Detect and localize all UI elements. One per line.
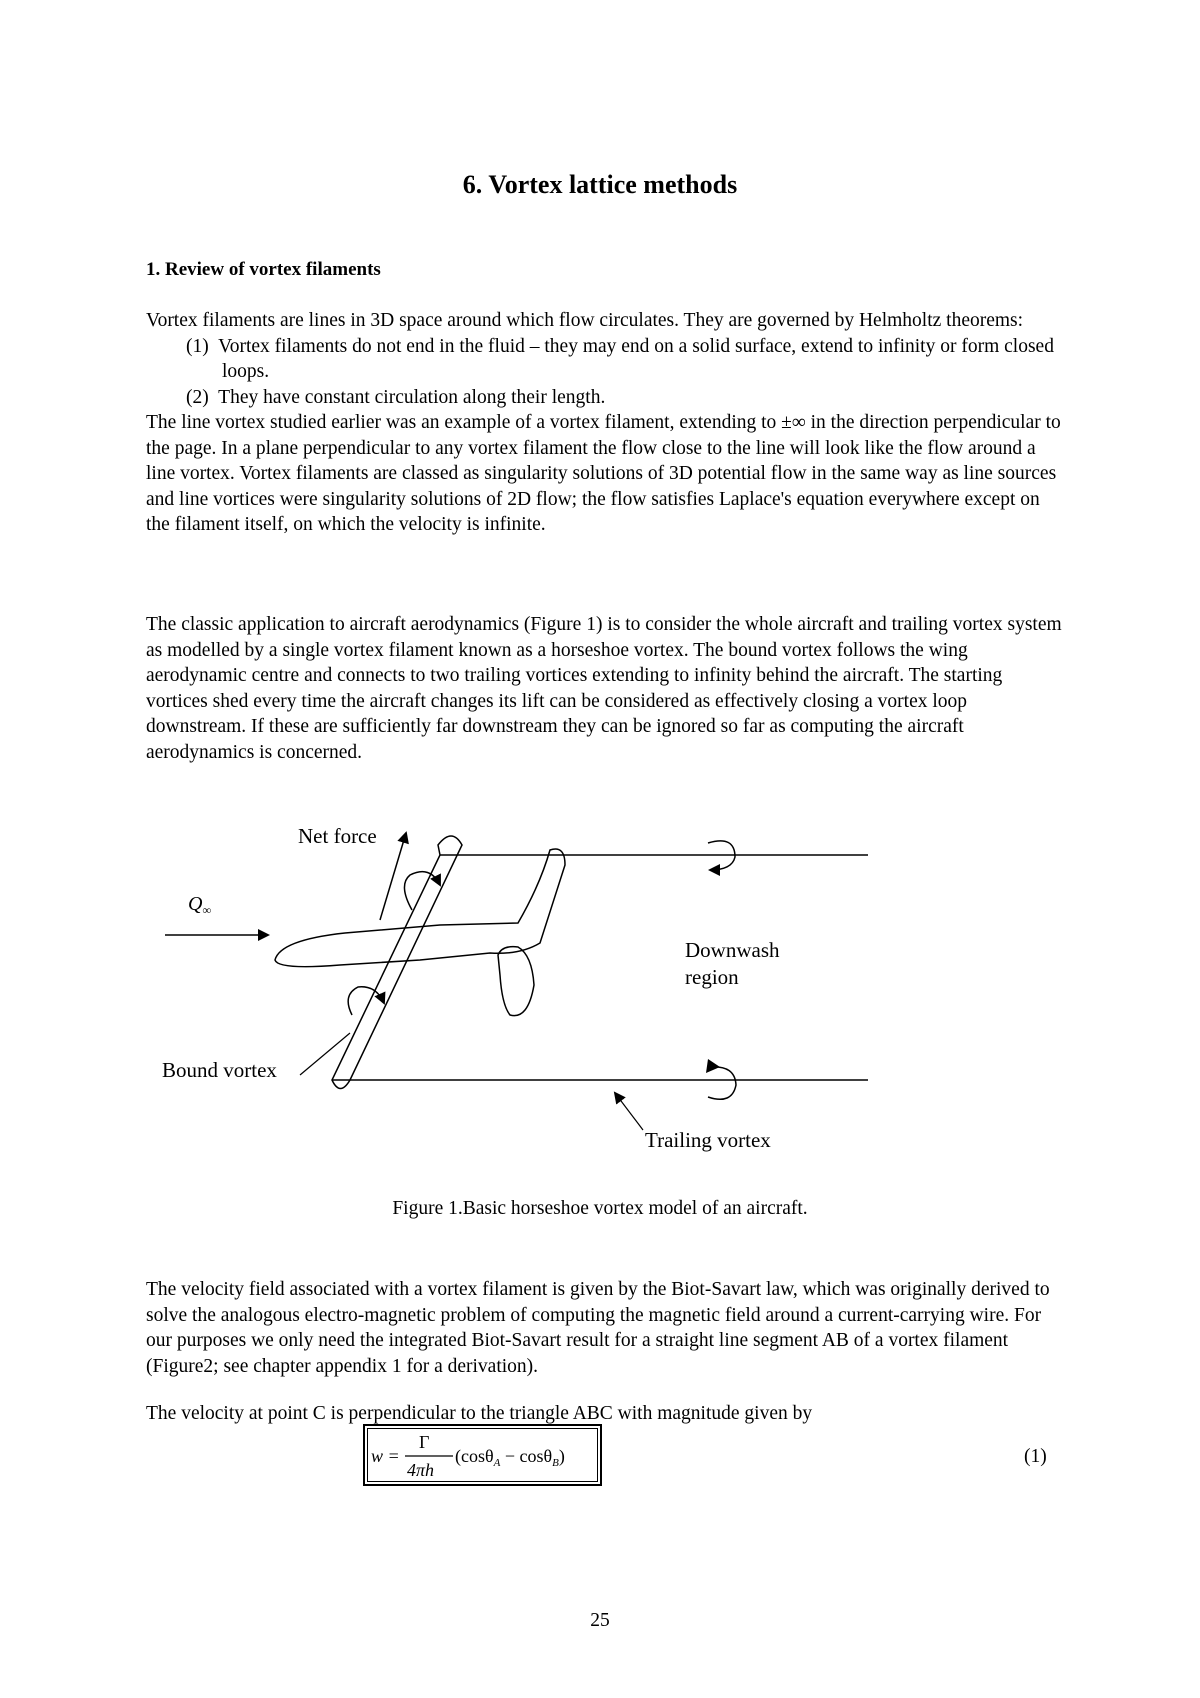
equation-number: (1) [1024,1446,1047,1467]
circulation-loop-lower [348,987,384,1015]
theorem-text: Vortex filaments do not end in the fluid – they may end on a solid surface, extend to infinity or form closed loops. [218,335,1054,382]
velocity-paragraph: The velocity at point C is perpendicular to the triangle ABC with magnitude given by [146,1403,813,1424]
bound-vortex-leader [300,1033,350,1075]
equation-rhs-open: (cosθ [455,1446,494,1466]
equation-denominator: 4πh [407,1460,435,1480]
line-vortex-paragraph: The line vortex studied earlier was an example of a vortex filament, extending to ±∞ in the direction perpendicular to the page. In a plane perpendicular to any vortex filament the flow close to the line will look like the flow around a line vortex. Vortex filaments are classed as singularity solutions of 3D potential flow in the same way as line sources and line vortices were singularity solutions of 2D flow; the flow satisfies Laplace's equation everywhere except on the filament itself, on which the velocity is infinite. [146,412,1061,535]
theorem-number: (2) [186,386,209,408]
aircraft-tail [498,947,534,1016]
page-number: 25 [590,1610,610,1631]
equation-close: ) [558,1446,565,1466]
label-trailing-vortex: Trailing vortex [645,1128,771,1152]
equation-rhs [455,1446,565,1469]
intro-paragraph: Vortex filaments are lines in 3D space around which flow circulates. They are governed by Helmholtz theorems: [146,310,1024,331]
net-force-arrow [380,833,406,920]
section-heading: 1. Review of vortex filaments [146,259,381,280]
equation-sub-b: B [552,1457,559,1469]
trailing-vortex-leader [615,1093,643,1130]
page-title: 6. Vortex lattice methods [462,170,738,199]
horseshoe-vortex-figure [140,805,900,1165]
label-region: region [685,965,739,989]
equation-lhs: w = [371,1446,400,1466]
trailing-arrow-lower [706,1059,720,1073]
equation-box [363,1424,602,1486]
label-net-force: Net force [298,824,377,848]
equation-formula [365,1426,600,1484]
equation-sub-a: A [493,1457,501,1469]
label-bound-vortex: Bound vortex [162,1058,277,1082]
figure-caption: Figure 1.Basic horseshoe vortex model of an aircraft. [392,1198,808,1219]
equation-numerator: Γ [419,1432,430,1452]
label-downwash: Downwash [685,938,780,962]
classic-application-paragraph: The classic application to aircraft aerodynamics (Figure 1) is to consider the whole aircraft and trailing vortex system as modelled by a single vortex filament known as a horseshoe vortex. The bound vortex follows the wing aerodynamic centre and connects to two trailing vortices extending to infinity behind the aircraft. The starting vortices shed every time the aircraft changes its lift can be considered as effectively closing a vortex loop downstream. If these are sufficiently far downstream they can be ignored so far as computing the aircraft aerodynamics is concerned. [146,614,1062,763]
theorem-item-2 [146,385,1066,411]
theorem-number: (1) [186,335,209,357]
label-q: Q [188,893,203,915]
biot-savart-paragraph: The velocity field associated with a vortex filament is given by the Biot-Savart law, which was originally derived to solve the analogous electro-magnetic problem of computing the magnetic field around a current-carrying wire. For our purposes we only need the integrated Biot-Savart result for a straight line segment AB of a vortex filament (Figure2; see chapter appendix 1 for a derivation). [146,1279,1050,1377]
trailing-circulation-lower [708,1067,736,1099]
label-q-subscript: ∞ [202,903,212,917]
theorem-text: They have constant circulation along their length. [218,386,606,408]
theorem-item-1 [146,334,1066,385]
body-text-block-1 [146,308,1066,538]
bound-vortex-wing [332,836,462,1089]
equation-mid: − cosθ [500,1446,553,1466]
label-freestream [188,893,211,917]
